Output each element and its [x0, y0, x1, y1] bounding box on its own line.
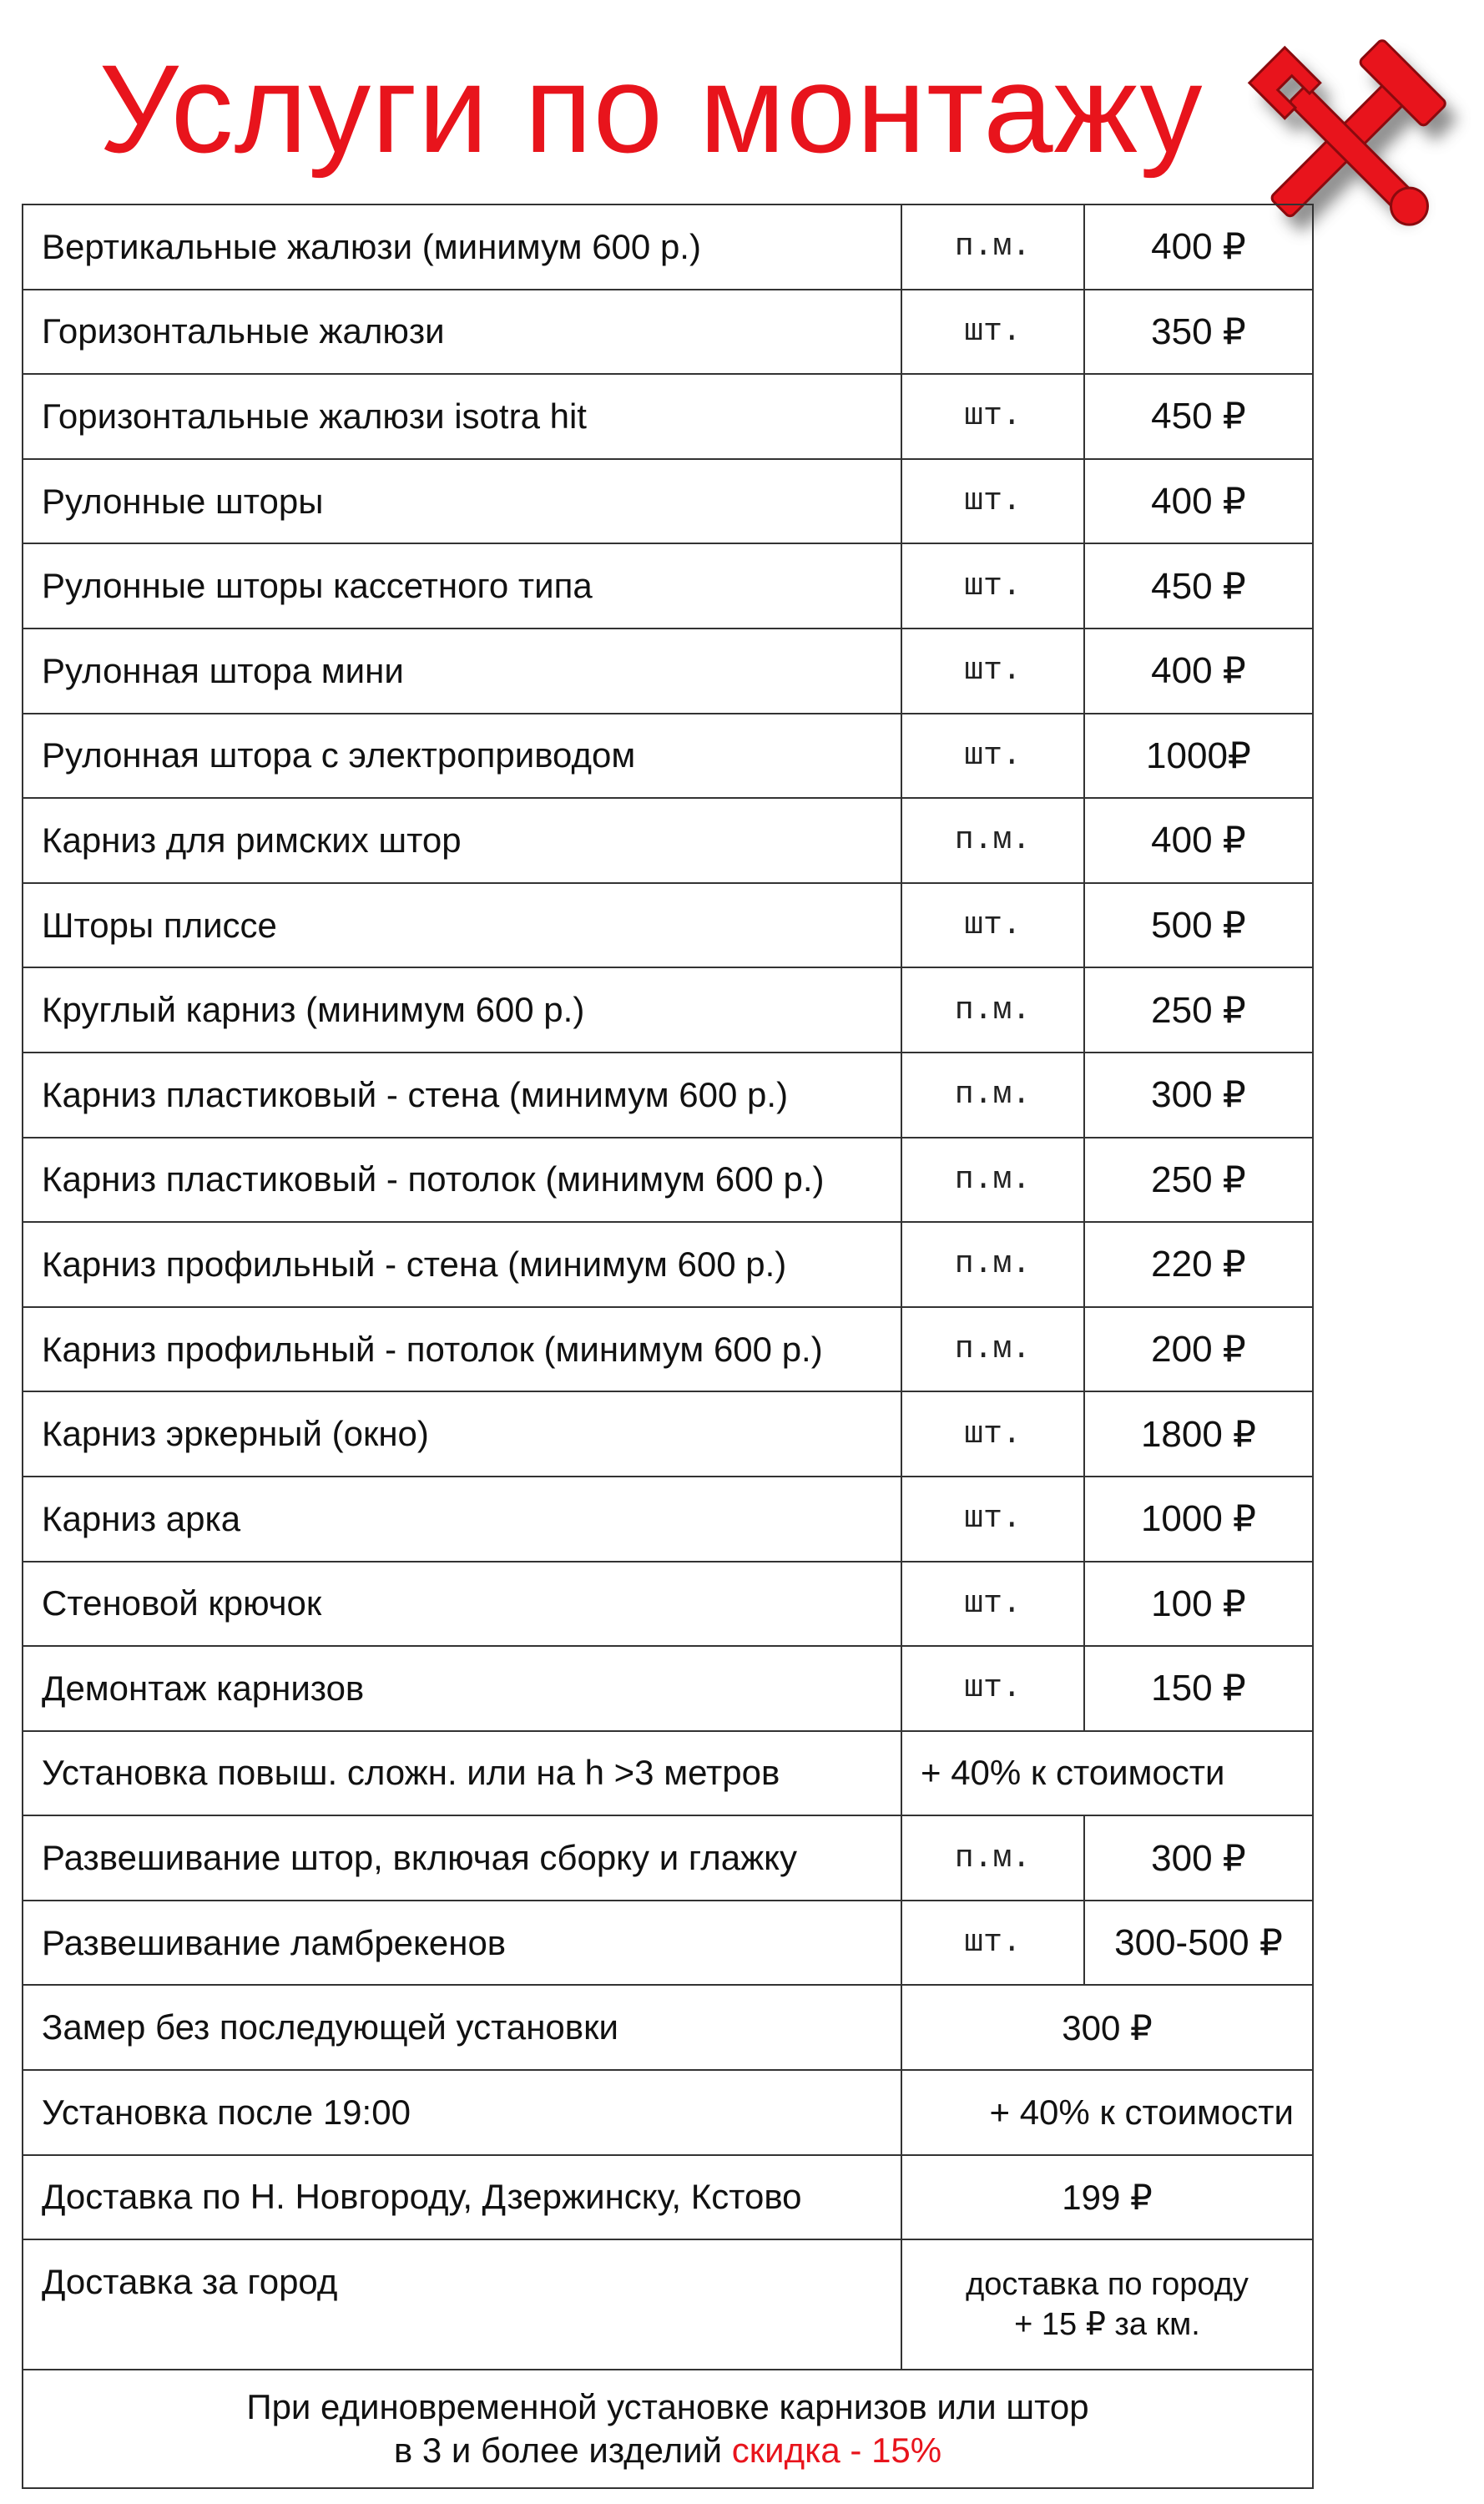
table-row [23, 1731, 1313, 1816]
service-name: Установка после 19:00 [23, 2070, 901, 2155]
service-unit: п.м. [901, 1138, 1084, 1223]
table-row [23, 204, 1313, 290]
discount-line2-text: в 3 и более изделий [393, 2431, 732, 2471]
service-name: Карниз пластиковый - потолок (минимум 600 р.) [23, 1138, 901, 1223]
service-price: 100 ₽ [1084, 1562, 1313, 1647]
service-name: Развешивание штор, включая сборку и глажку [23, 1815, 901, 1901]
table-row [23, 2239, 1313, 2370]
service-price: 450 ₽ [1084, 374, 1313, 459]
service-price: 150 ₽ [1084, 1646, 1313, 1731]
service-name: Стеновой крючок [23, 1562, 901, 1647]
table-row [23, 290, 1313, 375]
service-name: Карниз арка [23, 1477, 901, 1562]
table-row [23, 1391, 1313, 1477]
table-row [23, 1307, 1313, 1392]
service-unit: шт. [901, 374, 1084, 459]
service-name: Горизонтальные жалюзи [23, 290, 901, 375]
table-row [23, 543, 1313, 629]
footer-row [23, 2370, 1313, 2488]
service-price: 250 ₽ [1084, 1138, 1313, 1223]
service-name: Карниз эркерный (окно) [23, 1391, 901, 1477]
service-price: 400 ₽ [1084, 459, 1313, 544]
service-unit: шт. [901, 629, 1084, 714]
discount-note [23, 2370, 1313, 2488]
table-row [23, 629, 1313, 714]
service-price: 1000 ₽ [1084, 1477, 1313, 1562]
service-unit: шт. [901, 1901, 1084, 1986]
service-price: 400 ₽ [1084, 204, 1313, 290]
discount-value: скидка - 15% [731, 2431, 942, 2471]
service-name: Круглый карниз (минимум 600 р.) [23, 967, 901, 1053]
discount-line2 [23, 2429, 1312, 2472]
service-unit: п.м. [901, 1307, 1084, 1392]
table-row [23, 883, 1313, 968]
service-price: 300 ₽ [901, 1985, 1313, 2070]
service-unit: п.м. [901, 798, 1084, 883]
service-name: Карниз для римских штор [23, 798, 901, 883]
service-surcharge: + 40% к стоимости [901, 1731, 1313, 1816]
service-unit: шт. [901, 290, 1084, 375]
table-row [23, 1138, 1313, 1223]
service-name: Горизонтальные жалюзи isotra hit [23, 374, 901, 459]
service-price: 1000₽ [1084, 714, 1313, 799]
service-name: Доставка по Н. Новгороду, Дзержинску, Кстово [23, 2155, 901, 2240]
service-unit: п.м. [901, 967, 1084, 1053]
service-unit: шт. [901, 459, 1084, 544]
table-row [23, 1222, 1313, 1307]
table-row [23, 967, 1313, 1053]
service-surcharge: + 40% к стоимости [901, 2070, 1313, 2155]
service-unit: шт. [901, 543, 1084, 629]
service-name: Развешивание ламбрекенов [23, 1901, 901, 1986]
service-unit: п.м. [901, 204, 1084, 290]
service-price: 450 ₽ [1084, 543, 1313, 629]
service-name: Карниз профильный - потолок (минимум 600 р.) [23, 1307, 901, 1392]
service-name: Рулонная штора с электроприводом [23, 714, 901, 799]
service-price: 200 ₽ [1084, 1307, 1313, 1392]
service-price: 199 ₽ [901, 2155, 1313, 2240]
delivery-out-line2: + 15 ₽ за км. [1014, 2307, 1200, 2343]
table-row [23, 1646, 1313, 1731]
table-row [23, 1815, 1313, 1901]
table-row [23, 1985, 1313, 2070]
price-table [22, 204, 1314, 2489]
table-row [23, 459, 1313, 544]
table-row [23, 1053, 1313, 1138]
service-name: Установка повыш. сложн. или на h >3 метров [23, 1731, 901, 1816]
table-row [23, 714, 1313, 799]
table-row [23, 1901, 1313, 1986]
table-row [23, 1562, 1313, 1647]
service-price: 300-500 ₽ [1084, 1901, 1313, 1986]
service-name: Карниз пластиковый - стена (минимум 600 р.) [23, 1053, 901, 1138]
service-name: Демонтаж карнизов [23, 1646, 901, 1731]
service-price: 300 ₽ [1084, 1053, 1313, 1138]
service-unit: п.м. [901, 1222, 1084, 1307]
service-unit: шт. [901, 1391, 1084, 1477]
table-row [23, 374, 1313, 459]
service-unit: п.м. [901, 1053, 1084, 1138]
service-name: Вертикальные жалюзи (минимум 600 р.) [23, 204, 901, 290]
service-price: 500 ₽ [1084, 883, 1313, 968]
service-unit: шт. [901, 1646, 1084, 1731]
service-price: 220 ₽ [1084, 1222, 1313, 1307]
service-price: 400 ₽ [1084, 629, 1313, 714]
service-name: Доставка за город [23, 2239, 901, 2370]
service-name: Шторы плиссе [23, 883, 901, 968]
service-price: 300 ₽ [1084, 1815, 1313, 1901]
delivery-out-value [901, 2239, 1313, 2370]
table-row [23, 2070, 1313, 2155]
service-price: 250 ₽ [1084, 967, 1313, 1053]
service-price: 1800 ₽ [1084, 1391, 1313, 1477]
service-unit: шт. [901, 883, 1084, 968]
service-name: Замер без последующей установки [23, 1985, 901, 2070]
service-price: 350 ₽ [1084, 290, 1313, 375]
service-name: Рулонные шторы [23, 459, 901, 544]
service-price: 400 ₽ [1084, 798, 1313, 883]
service-name: Карниз профильный - стена (минимум 600 р.) [23, 1222, 901, 1307]
service-unit: шт. [901, 714, 1084, 799]
delivery-out-line1: доставка по городу [966, 2267, 1249, 2303]
service-name: Рулонные шторы кассетного типа [23, 543, 901, 629]
service-unit: шт. [901, 1562, 1084, 1647]
table-row [23, 1477, 1313, 1562]
discount-line1: При единовременной установке карнизов или штор [246, 2387, 1089, 2427]
table-row [23, 798, 1313, 883]
service-unit: п.м. [901, 1815, 1084, 1901]
service-name: Рулонная штора мини [23, 629, 901, 714]
table-row [23, 2155, 1313, 2240]
service-unit: шт. [901, 1477, 1084, 1562]
page-title: Услуги по монтажу [98, 38, 1204, 179]
